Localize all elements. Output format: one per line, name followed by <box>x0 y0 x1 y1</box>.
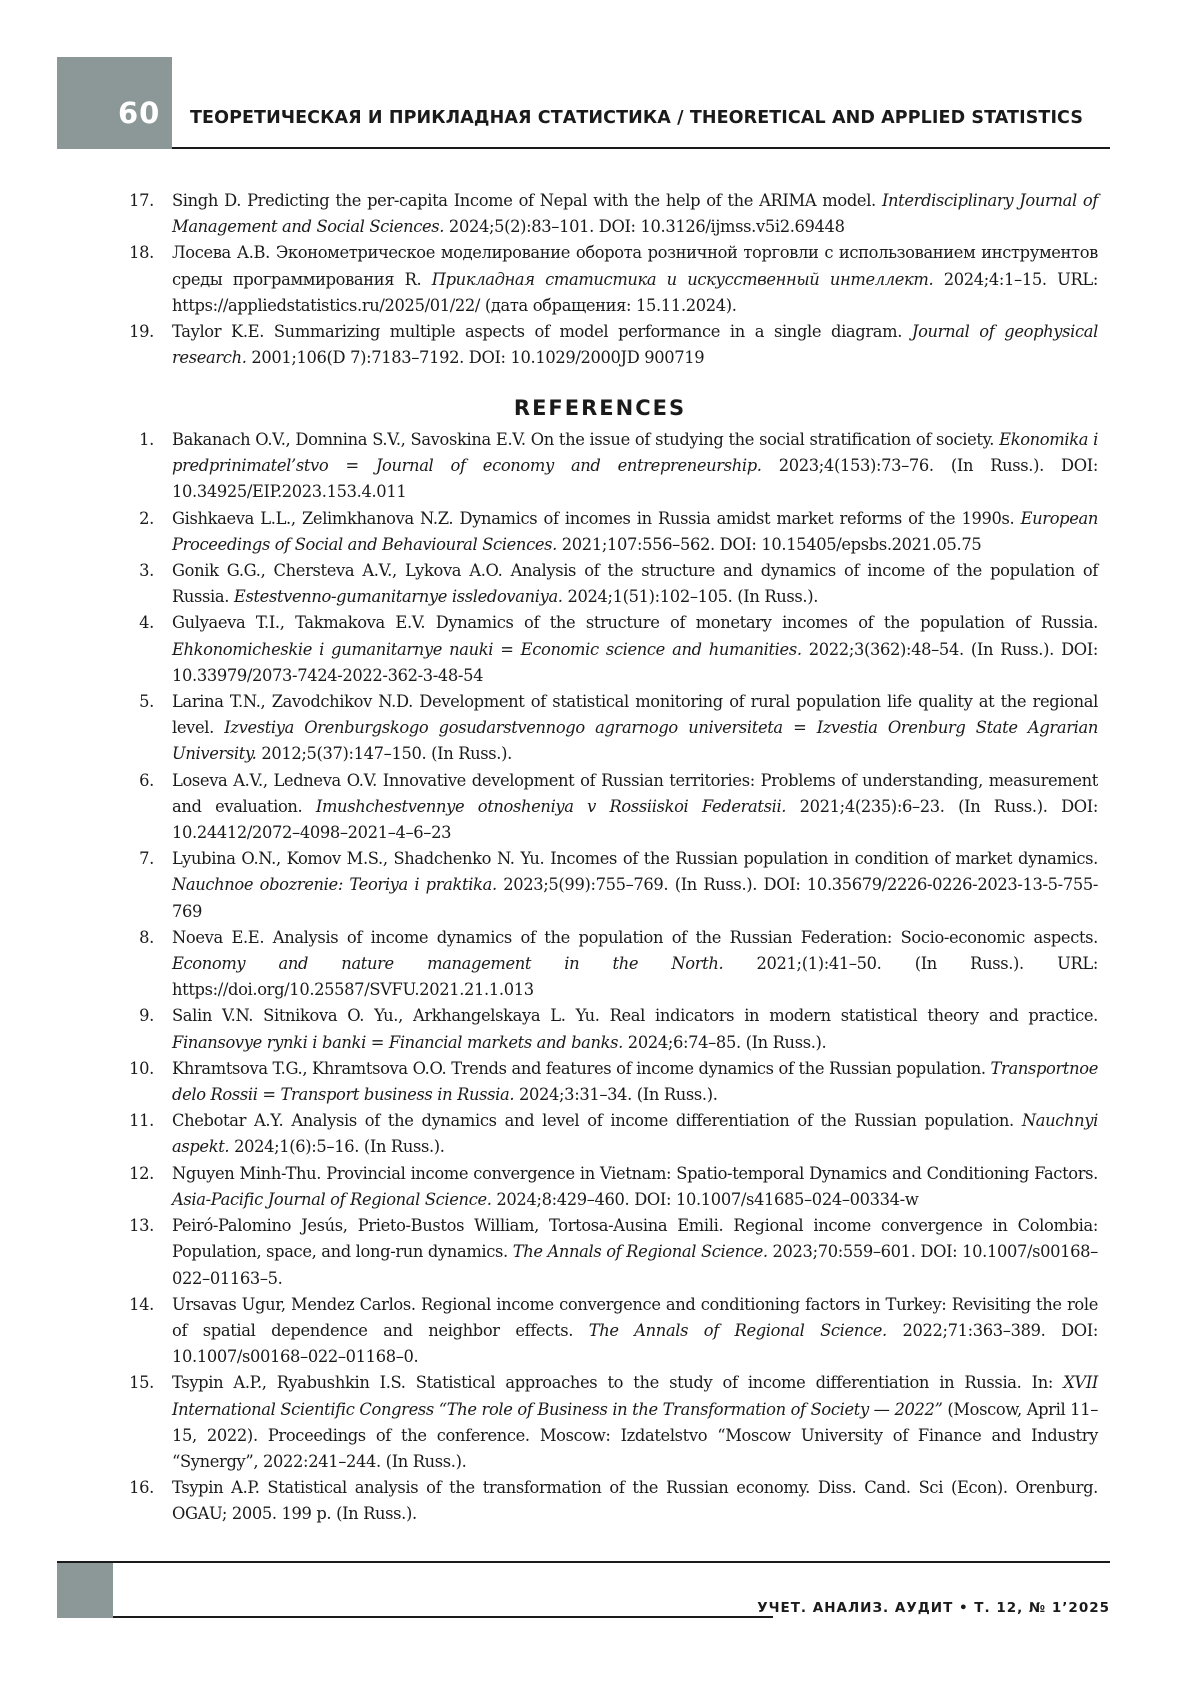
reference-number: 15. <box>129 1373 154 1393</box>
reference-item <box>118 506 1098 558</box>
journal-footer: УЧЕТ. АНАЛИЗ. АУДИТ • Т. 12, № 1’2025 <box>757 1600 1110 1616</box>
reference-item <box>118 1108 1098 1160</box>
reference-journal: Transportnoe delo Rossii = Transport business in Russia. <box>172 1058 1098 1105</box>
reference-details: 2022;71:363–389. DOI: 10.1007/s00168–022–01168–0. <box>172 1320 1098 1367</box>
reference-number: 17. <box>129 191 154 210</box>
reference-number: 2. <box>139 508 154 528</box>
reference-journal: Imushchestvennye otnosheniya v Rossiiskoi Federatsii. <box>315 796 787 816</box>
reference-number: 3. <box>139 561 154 581</box>
reference-journal: XVII International Scientific Congress “The role of Business in the Transformation of Society — 2022” <box>172 1373 1098 1419</box>
reference-number: 14. <box>129 1294 154 1314</box>
reference-journal: Ehkonomicheskie i gumanitarnye nauki = Economic science and humanities. <box>172 639 802 659</box>
reference-journal: Nauchnoe obozrenie: Teoriya i praktika. <box>172 875 497 895</box>
reference-details: 2024;6:74–85. (In Russ.). <box>622 1032 827 1052</box>
references-en-list <box>118 427 1098 1528</box>
reference-journal: Asia-Pacific Journal of Regional Science. <box>172 1189 492 1209</box>
reference-details: (Moscow, April 11–15, 2022). Proceedings of the conference. Moscow: Izdatelstvo “Moscow University of Finance and Industry “Synergy”, 2022:241–244. (In Russ.). <box>172 1399 1098 1471</box>
reference-number: 16. <box>129 1478 154 1498</box>
reference-number: 11. <box>129 1111 154 1131</box>
reference-number: 4. <box>139 613 154 633</box>
reference-authors-title: Nguyen Minh-Thu. Provincial income convergence in Vietnam: Spatio-temporal Dynamics and Conditioning Factors. <box>172 1163 1098 1183</box>
reference-item <box>118 240 1098 319</box>
reference-journal: Finansovye rynki i banki = Financial markets and banks. <box>172 1032 623 1052</box>
reference-number: 8. <box>139 927 154 947</box>
reference-details: 2021;(1):41–50. (In Russ.). URL: https://doi.org/10.25587/SVFU.2021.21.1.013 <box>172 954 1098 1000</box>
reference-number: 9. <box>139 1006 154 1026</box>
reference-number: 12. <box>129 1163 154 1183</box>
reference-journal: The Annals of Regional Science. <box>512 1242 768 1262</box>
reference-authors-title: Khramtsova T.G., Khramtsova O.O. Trends and features of income dynamics of the Russian population. <box>172 1058 991 1078</box>
reference-journal: Ekonomika i predprinimatel’stvo = Journal of economy and entrepreneurship. <box>172 430 1098 476</box>
reference-authors-title: Taylor K.E. Summarizing multiple aspects of model performance in a single diagram. <box>172 322 912 342</box>
reference-item <box>118 925 1098 1004</box>
running-head: ТЕОРЕТИЧЕСКАЯ И ПРИКЛАДНАЯ СТАТИСТИКА / THEORETICAL AND APPLIED STATISTICS <box>190 108 1084 128</box>
reference-number: 13. <box>129 1216 154 1236</box>
reference-authors-title: Bakanach O.V., Domnina S.V., Savoskina E.V. On the issue of studying the social stratification of society. <box>172 430 1000 449</box>
reference-journal: Прикладная статистика и искусственный интеллект. <box>431 269 934 289</box>
reference-authors-title: Loseva A.V., Ledneva O.V. Innovative development of Russian territories: Problems of understanding, measurement and evaluation. <box>172 770 1098 816</box>
reference-number: 1. <box>139 430 154 449</box>
reference-details: 2023;5(99):755–769. (In Russ.). DOI: 10.35679/2226-0226-2023-13-5-755-769 <box>172 875 1099 921</box>
reference-journal: Nauchnyi aspekt. <box>172 1111 1098 1157</box>
footer-rule <box>57 1561 1110 1563</box>
reference-authors-title: Salin V.N. Sitnikova O. Yu., Arkhangelskaya L. Yu. Real indicators in modern statistical theory and practice. <box>172 1006 1098 1026</box>
reference-details: 2022;3(362):48–54. (In Russ.). DOI: 10.33979/2073-7424-2022-362-3-48-54 <box>172 639 1098 685</box>
references-ru-list <box>118 188 1098 371</box>
reference-details: 2012;5(37):147–150. (In Russ.). <box>256 744 512 764</box>
page-number: 60 <box>118 96 161 130</box>
reference-authors-title: Gulyaeva T.I., Takmakova E.V. Dynamics of the structure of monetary incomes of the population of Russia. <box>172 613 1098 633</box>
reference-authors-title: Larina T.N., Zavodchikov N.D. Development of statistical monitoring of rural population life quality at the regional level. <box>172 692 1098 738</box>
reference-details: 2024;5(2):83–101. DOI: 10.3126/ijmss.v5i2.69448 <box>444 217 845 237</box>
reference-item <box>118 1370 1098 1475</box>
reference-item <box>118 1292 1098 1371</box>
references-heading: REFERENCES <box>513 396 687 420</box>
reference-details: 2024;4:1–15. URL: https://appliedstatistics.ru/2025/01/22/ (дата обращения: 15.11.2024). <box>172 269 1098 315</box>
reference-number: 7. <box>139 849 154 869</box>
reference-details: 2021;4(235):6–23. (In Russ.). DOI: 10.24412/2072–4098–2021–4–6–23 <box>172 796 1098 843</box>
reference-journal: The Annals of Regional Science. <box>588 1320 887 1340</box>
reference-authors-title: Ursavas Ugur, Mendez Carlos. Regional income convergence and conditioning factors in Turkey: Revisiting the role of spatial dependence and neighbor effects. <box>172 1294 1098 1340</box>
reference-number: 5. <box>139 692 154 712</box>
reference-journal: Journal of geophysical research. <box>172 322 1098 368</box>
reference-item <box>118 1161 1098 1213</box>
reference-authors-title: Singh D. Predicting the per-capita Income of Nepal with the help of the ARIMA model. <box>172 191 882 210</box>
reference-item <box>118 319 1098 371</box>
reference-journal: Estestvenno-gumanitarnye issledovaniya. <box>233 587 563 607</box>
header-rule <box>172 147 1110 149</box>
reference-details: 2024;1(6):5–16. (In Russ.). <box>229 1137 445 1157</box>
reference-authors-title: Lyubina O.N., Komov M.S., Shadchenko N. Yu. Incomes of the Russian population in condition of market dynamics. <box>172 849 1098 869</box>
reference-journal: Interdisciplinary Journal of Management and Social Sciences. <box>172 191 1098 237</box>
reference-journal: Izvestiya Orenburgskogo gosudarstvennogo agrarnogo universiteta = Izvestia Orenburg State Agrarian University. <box>172 718 1098 764</box>
reference-item <box>118 1475 1098 1527</box>
reference-authors-title: Chebotar A.Y. Analysis of the dynamics and level of income differentiation of the Russian population. <box>172 1111 1022 1131</box>
reference-number: 6. <box>139 770 154 790</box>
reference-journal: Economy and nature management in the North. <box>172 954 724 974</box>
reference-number: 10. <box>129 1058 154 1078</box>
reference-item <box>118 1056 1098 1108</box>
reference-number: 18. <box>129 243 154 263</box>
reference-details: 2024;1(51):102–105. (In Russ.). <box>562 587 819 607</box>
reference-item <box>118 1003 1098 1055</box>
footer-box <box>57 1563 113 1618</box>
reference-details: 2023;4(153):73–76. (In Russ.). DOI: 10.34925/EIP.2023.153.4.011 <box>172 456 1098 502</box>
reference-item <box>118 846 1098 925</box>
reference-details: 2023;70:559–601. DOI: 10.1007/s00168–022–01163–5. <box>172 1242 1098 1288</box>
reference-authors-title: Tsypin A.P., Ryabushkin I.S. Statistical approaches to the study of income differentiation in Russia. In: <box>172 1373 1064 1393</box>
reference-details: 2024;3:31–34. (In Russ.). <box>514 1085 718 1105</box>
reference-authors-title: Noeva E.E. Analysis of income dynamics of the population of the Russian Federation: Socio-economic aspects. <box>172 927 1098 947</box>
reference-item <box>118 610 1098 689</box>
reference-item <box>118 558 1098 610</box>
reference-details: 2021;107:556–562. DOI: 10.15405/epsbs.2021.05.75 <box>556 534 982 554</box>
reference-item <box>118 689 1098 768</box>
reference-item <box>118 188 1098 240</box>
reference-authors-title: Gonik G.G., Chersteva A.V., Lykova A.O. Analysis of the structure and dynamics of income of the population of Russia. <box>172 561 1098 607</box>
reference-details: 2024;8:429–460. DOI: 10.1007/s41685–024–00334-w <box>491 1189 919 1209</box>
reference-journal: European Proceedings of Social and Behavioural Sciences. <box>172 508 1098 554</box>
reference-authors-title: Peiró-Palomino Jesús, Prieto-Bustos William, Tortosa-Ausina Emili. Regional income convergence in Colombia: Population, space, and long-run dynamics. <box>172 1216 1098 1262</box>
reference-item <box>118 768 1098 847</box>
reference-details: 2001;106(D 7):7183–7192. DOI: 10.1029/2000JD 900719 <box>246 348 705 368</box>
reference-authors-title: Лосева А.В. Эконометрическое моделирование оборота розничной торговли с использованием инструментов среды программирования R. <box>172 243 1098 289</box>
reference-authors-title: Gishkaeva L.L., Zelimkhanova N.Z. Dynamics of incomes in Russia amidst market reforms of the 1990s. <box>172 508 1021 528</box>
reference-item <box>118 1213 1098 1292</box>
reference-authors-title: Tsypin A.P. Statistical analysis of the transformation of the Russian economy. Diss. Cand. Sci (Econ). Orenburg. OGAU; 2005. 199 p. (In Russ.). <box>172 1478 1098 1524</box>
reference-item <box>118 427 1098 506</box>
reference-number: 19. <box>129 322 154 342</box>
footer-line <box>113 1616 773 1618</box>
